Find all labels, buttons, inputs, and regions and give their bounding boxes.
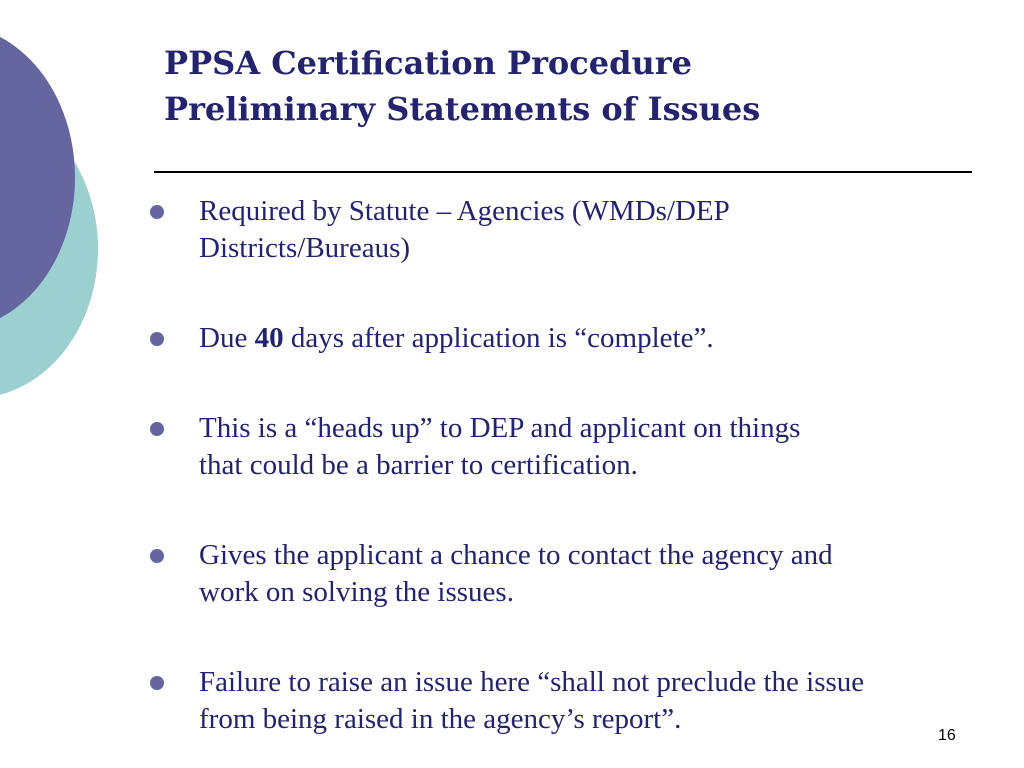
title-line-2: Preliminary Statements of Issues: [164, 90, 761, 128]
page-number: 16: [938, 727, 956, 744]
bullet-line-2: from being raised in the agency’s report”.: [199, 703, 682, 735]
bullet-item-required-by-statute: [150, 193, 1000, 267]
bullet-dot-icon: [150, 422, 164, 436]
bullet-line-2: Districts/Bureaus): [199, 232, 411, 264]
bullet-item-heads-up: [150, 410, 1000, 484]
bullet-text-before: Due: [199, 322, 255, 354]
bullet-text: [199, 410, 1000, 484]
bullet-line-1: Gives the applicant a chance to contact the agency and: [199, 539, 833, 571]
bullet-text: [199, 320, 1000, 357]
bullet-text: [199, 537, 1000, 611]
bullet-item-due-days: [150, 320, 1000, 357]
bullet-dot-icon: [150, 332, 164, 346]
bullet-line-2: work on solving the issues.: [199, 576, 514, 608]
bullet-line-1: This is a “heads up” to DEP and applicant on things: [199, 412, 801, 444]
bullet-text: [199, 664, 1000, 738]
bullet-line-2: that could be a barrier to certification.: [199, 449, 638, 481]
bullet-dot-icon: [150, 549, 164, 563]
bullet-item-failure-to-raise: [150, 664, 1000, 738]
slide-title: [164, 40, 964, 132]
bullet-text: [199, 193, 1000, 267]
title-line-1: PPSA Certification Procedure: [164, 44, 692, 82]
bullet-line-1: Required by Statute – Agencies (WMDs/DEP: [199, 195, 730, 227]
bullet-dot-icon: [150, 205, 164, 219]
bullet-text-after: days after application is “complete”.: [283, 322, 714, 354]
title-divider: [154, 171, 972, 173]
bullet-dot-icon: [150, 676, 164, 690]
bullet-line-1: Failure to raise an issue here “shall not preclude the issue: [199, 666, 865, 698]
bullet-item-gives-chance: [150, 537, 1000, 611]
bullet-text-bold-number: 40: [254, 322, 284, 354]
